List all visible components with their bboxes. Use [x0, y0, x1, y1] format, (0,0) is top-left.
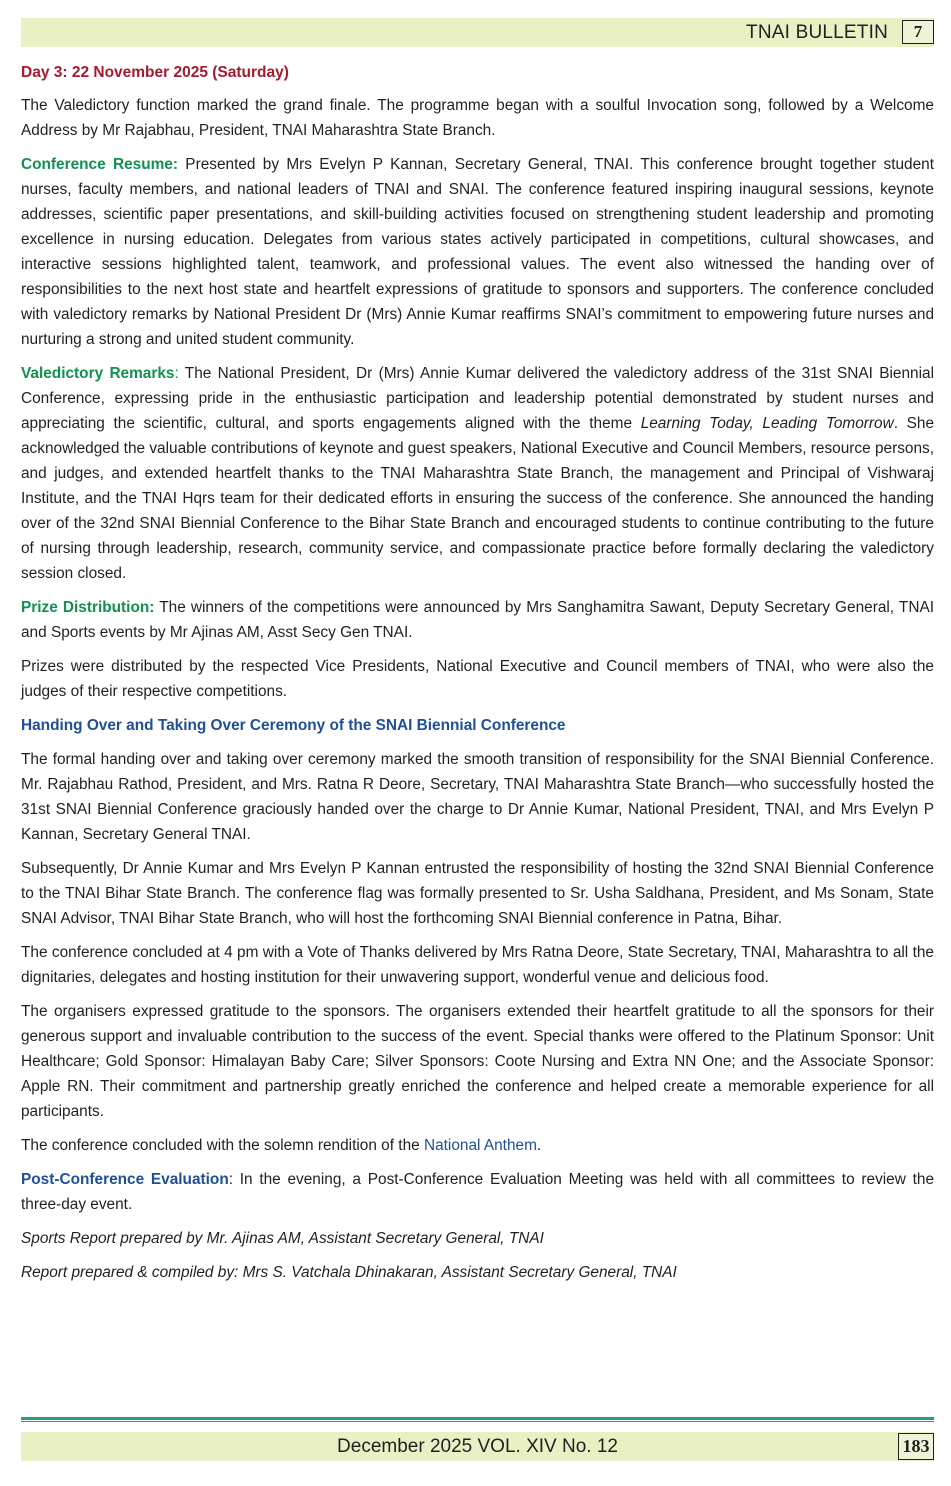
header-band	[21, 18, 934, 47]
issue-info: December 2025 VOL. XIV No. 12	[337, 1436, 618, 1457]
valedictory-text-after: . She acknowledged the valuable contributions of keynote and guest speakers, National Executive and Council Members, resource persons, and judges, and extended heartfelt thanks to the TNAI Maharashtra State Branch, the management and Principal of Vishwaraj Institute, and the TNAI Hqrs team for their dedicated efforts in ensuring the success of the conference. She announced the handing over of the 32nd SNAI Biennial Conference to the Bihar State Branch and encouraged students to continue contributing to the future of nursing through leadership, research, community service, and compassionate practice before formally declaring the valedictory session closed.	[21, 415, 935, 582]
intro-paragraph: The Valedictory function marked the grand finale. The programme began with a soulful Invocation song, followed by a Welcome Address by Mr Rajabhau, President, TNAI Maharashtra State Branch.	[21, 97, 934, 139]
prize-label: Prize Distribution:	[21, 599, 155, 616]
resume-paragraph	[21, 152, 934, 352]
article-body	[21, 60, 934, 1294]
sports-report-credit: Sports Report prepared by Mr. Ajinas AM, Assistant Secretary General, TNAI	[21, 1230, 544, 1247]
footer-page-number: 183	[898, 1433, 934, 1460]
footer-rule	[21, 1417, 934, 1420]
evaluation-paragraph	[21, 1167, 934, 1217]
day-heading: Day 3: 22 November 2025 (Saturday)	[21, 64, 289, 81]
footer-band	[21, 1432, 934, 1461]
evaluation-label: Post-Conference Evaluation	[21, 1171, 229, 1188]
footer-rule-thin	[21, 1421, 934, 1422]
evaluation-text: : In the evening, a Post-Conference Evaluation Meeting was held with all committees to review the three-day event.	[21, 1171, 935, 1213]
handover-paragraph-2: Subsequently, Dr Annie Kumar and Mrs Evelyn P Kannan entrusted the responsibility of hosting the 32nd SNAI Biennial Conference to the TNAI Bihar State Branch. The conference flag was formally presented to Sr. Usha Saldhana, President, and Ms Sonam, State SNAI Advisor, TNAI Bihar State Branch, who will host the forthcoming SNAI Biennial conference in Patna, Bihar.	[21, 860, 934, 927]
prize-paragraph	[21, 595, 934, 645]
valedictory-text-before: The National President, Dr (Mrs) Annie Kumar delivered the valedictory address of the 31st SNAI Biennial Conference, expressing pride in the enthusiastic participation and leadership potential demonstrated by student nurses and appreciating the scientific, cultural, and sports engagements aligned with the theme	[21, 365, 934, 432]
report-credit: Report prepared & compiled by: Mrs S. Vatchala Dhinakaran, Assistant Secretary General, TNAI	[21, 1264, 677, 1281]
valedictory-colon: :	[174, 365, 179, 382]
header-page-number: 7	[902, 20, 934, 44]
prize-text: The winners of the competitions were announced by Mrs Sanghamitra Sawant, Deputy Secretary General, TNAI and Sports events by Mr Ajinas AM, Asst Secy Gen TNAI.	[21, 599, 934, 641]
anthem-end: .	[536, 1137, 542, 1154]
valedictory-paragraph	[21, 361, 934, 586]
vote-of-thanks-paragraph: The conference concluded at 4 pm with a Vote of Thanks delivered by Mrs Ratna Deore, State Secretary, TNAI, Maharashtra to all the dignitaries, delegates and hosting institution for their unwavering support, wonderful venue and delicious food.	[21, 944, 934, 986]
handover-heading: Handing Over and Taking Over Ceremony of the SNAI Biennial Conference	[21, 717, 566, 734]
prizes-distributed-paragraph: Prizes were distributed by the respected Vice Presidents, National Executive and Council members of TNAI, who were also the judges of their respective competitions.	[21, 658, 934, 700]
anthem-text: The conference concluded with the solemn rendition of the	[21, 1137, 424, 1154]
handover-paragraph-1: The formal handing over and taking over ceremony marked the smooth transition of responsibility for the SNAI Biennial Conference. Mr. Rajabhau Rathod, President, and Mrs. Ratna R Deore, Secretary, TNAI Maharashtra State Branch—who successfully hosted the 31st SNAI Biennial Conference graciously handed over the charge to Dr Annie Kumar, National President, TNAI, and Mrs Evelyn P Kannan, Secretary General TNAI.	[21, 751, 934, 843]
valedictory-label: Valedictory Remarks	[21, 365, 175, 382]
valedictory-theme: Learning Today, Leading Tomorrow	[640, 415, 894, 432]
anthem-highlight: National Anthem	[423, 1137, 537, 1154]
resume-label: Conference Resume:	[21, 156, 178, 173]
anthem-paragraph	[21, 1133, 934, 1158]
publication-title: TNAI BULLETIN	[746, 22, 888, 43]
resume-text: Presented by Mrs Evelyn P Kannan, Secretary General, TNAI. This conference brought together student nurses, faculty members, and national leaders of TNAI and SNAI. The conference featured inspiring inaugural sessions, keynote addresses, scientific paper presentations, and skill-building activities focused on strengthening student leadership and promoting excellence in nursing education. Delegates from various states actively participated in competitions, cultural showcases, and interactive sessions highlighted talent, teamwork, and professional values. The event also witnessed the handing over of responsibilities to the next host state and heartfelt expressions of gratitude to sponsors and supporters. The conference concluded with valedictory remarks by National President Dr (Mrs) Annie Kumar reaffirms SNAI’s commitment to empowering future nurses and nurturing a strong and united student community.	[21, 156, 935, 348]
sponsors-paragraph: The organisers expressed gratitude to the sponsors. The organisers extended their heartfelt gratitude to all the sponsors for their generous support and invaluable contribution to the success of the event. Special thanks were offered to the Platinum Sponsor: Unit Healthcare; Gold Sponsor: Himalayan Baby Care; Silver Sponsors: Coote Nursing and Extra NN One; and the Associate Sponsor: Apple RN. Their commitment and partnership greatly enriched the conference and helped create a memorable experience for all participants.	[21, 1003, 934, 1120]
